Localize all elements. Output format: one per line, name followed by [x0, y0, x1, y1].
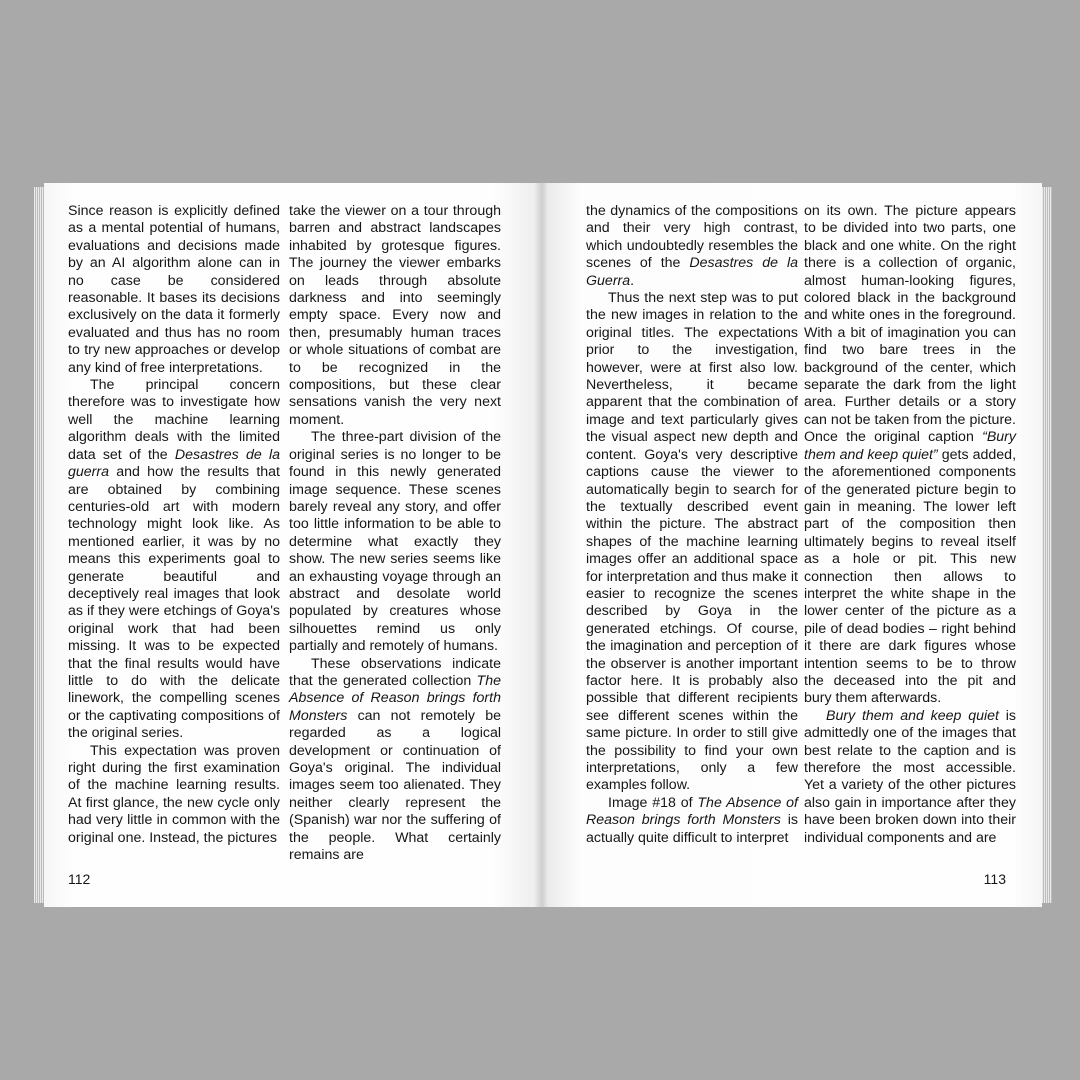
text-run: can not remotely be regarded as a logical development or continuation of Goya's original. The individual images seem too alienated. They neither clearly represent the (Spanish) war nor the suffering of the people. What certainly remains are	[289, 707, 501, 864]
left-page-column-1	[68, 203, 280, 847]
paragraph: This expectation was proven right during the first examination of the machine learning results. At first glance, the new cycle only had very little in common with the original one. Instead, the pictures	[68, 742, 280, 846]
text-run: is admittedly one of the images that best relate to the caption and is therefore the most accessible. Yet a variety of the other pictures also gain in importance after they have been broken down into their individual components and are	[804, 707, 1016, 846]
italic-title: The Absence of Reason brings forth Monsters	[586, 794, 798, 829]
text-run: and how the results that are obtained by combining centuries-old art with modern technology might look like. As mentioned earlier, it was by no means this experiments goal to generate beautiful and deceptively real images that look as if they were etchings of Goya's original work that had been missing. It was to be expected that the final results would have little to do with the delicate linework, the compelling scenes or the captivating compositions of the original series.	[68, 464, 280, 742]
text-run: Image #18 of	[608, 794, 698, 811]
paragraph: Thus the next step was to put the new images in relation to the original titles. The expectations prior to the investigation, however, were at first also low. Nevertheless, it became apparent that the combination of image and text particularly gives the visual aspect new depth and content. Goya's very descriptive captions cause the viewer to automatically begin to search for the textually described event within the picture. The abstract shapes of the machine learning images offer an additional space for interpretation and thus make it easier to recognize the scenes described by Goya in the generated etchings. Of course, the imagination and perception of the observer is another important factor here. It is probably also possible that different recipients see different scenes within the same picture. In order to still give the possibility to find your own interpretations, only a few examples follow.	[586, 290, 798, 794]
paragraph: take the viewer on a tour through barren and abstract landscapes inhabited by grotesque figures. The journey the viewer embarks on leads through absolute darkness and into seemingly empty space. Every now and then, presumably human traces or whole situations of combat are to be recognized in the compositions, but these clear sensations vanish the very next moment.	[289, 203, 501, 428]
paragraph	[804, 203, 1016, 708]
text-run: These observations indicate that the generated collection	[289, 655, 501, 689]
right-page-column-1	[586, 203, 798, 847]
left-page-column-2	[289, 203, 501, 864]
italic-title: Desastres de la Guerra	[586, 255, 798, 289]
right-page-column-2	[804, 203, 1016, 847]
paragraph	[804, 708, 1016, 847]
page-number-right: 113	[983, 871, 1006, 887]
italic-title: Desastres de la guerra	[68, 446, 280, 481]
paragraph	[586, 203, 798, 290]
paragraph	[586, 795, 798, 847]
page-number-left: 112	[68, 871, 91, 887]
paragraph	[289, 656, 501, 865]
text-run: the dynamics of the compositions and their very high contrast, which undoubtedly resembles the scenes of the	[586, 203, 798, 272]
italic-title: Bury them and keep quiet	[826, 707, 999, 724]
left-page	[44, 183, 542, 907]
right-page	[542, 183, 1042, 907]
text-run: is actually quite difficult to interpret	[586, 812, 799, 846]
paragraph: Since reason is explicitly defined as a mental potential of humans, evaluations and decisions made by an AI algorithm alone can in no case be considered reasonable. It bases its decisions exclusively on the data it formerly evaluated and thus has no room to try new approaches or develop any kind of free interpretations.	[68, 203, 280, 376]
paragraph	[68, 377, 280, 743]
open-book	[34, 183, 1052, 907]
paragraph: The three-part division of the original series is no longer to be found in this newly generated image sequence. These scenes barely reveal any story, and offer too little information to be able to determine what exactly they show. The new series seems like an exhausting voyage through an abstract and desolate world populated by creatures whose silhouettes remind us only partially and remotely of humans.	[289, 429, 501, 655]
text-run: gets added, the aforementioned components of the generated picture begin to gain in meaning. The lower left part of the composition then ultimately begins to reveal itself as a hole or pit. This new connection then allows to interpret the white shape in the lower center of the picture as a pile of dead bodies – right behind it there are dark figures whose intention seems to be to throw the deceased into the pit and bury them afterwards.	[804, 446, 1017, 707]
italic-caption: “Bury them and keep quiet”	[804, 429, 1016, 463]
italic-title: The Absence of Reason brings forth Monsters	[289, 672, 501, 724]
text-run: The principal concern therefore was to investigate how well the machine learning algorithm deals with the limited data set of the	[68, 377, 280, 463]
text-run: on its own. The picture appears to be divided into two parts, one black and one white. On the right there is a collection of organic, almost human-looking figures, colored black in the background and white ones in the foreground. With a bit of imagination you can find two bare trees in the background of the center, which separate the dark from the light area. Further details or a story can not be taken from the picture. Once the original caption	[804, 203, 1016, 446]
text-run: .	[630, 272, 635, 289]
